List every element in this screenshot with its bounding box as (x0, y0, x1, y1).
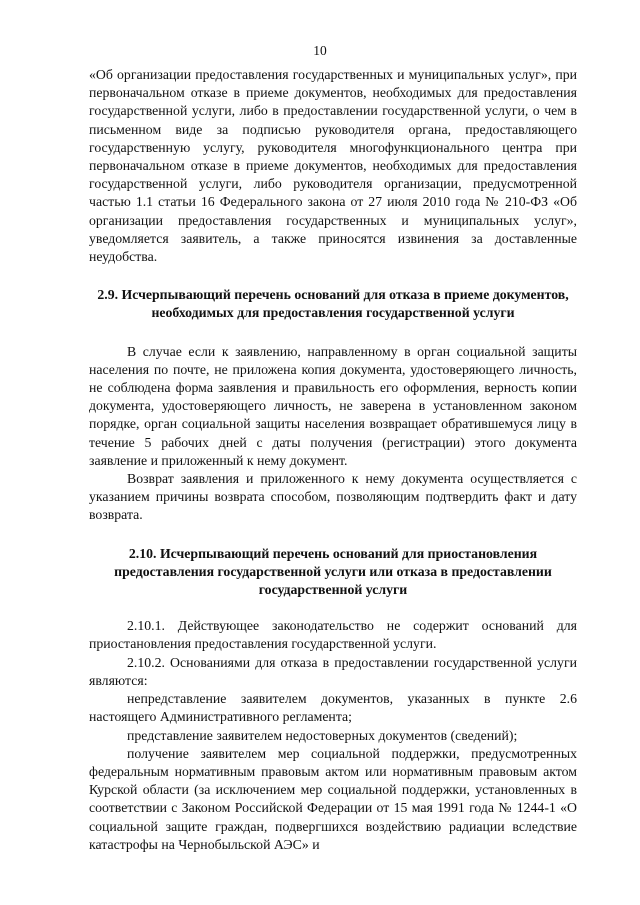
list-item-existing-support: получение заявителем мер социальной поддержки, предусмотренных федеральным нормативным правовым актом или нормативным правовым актом Курской области (за исключением мер социальной поддержки, установленных в соответствии с Законом Российской Федерации от 15 мая 1991 года № 1244-1 «О социальной защите граждан, подвергшихся воздействию радиации вследствие катастрофы на Чернобыльской АЭС» и (89, 745, 577, 852)
spacer (89, 266, 577, 286)
paragraph-continuation: «Об организации предоставления государственных и муниципальных услуг», при первоначальном отказе в приеме документов, необходимых для предоставления государственной услуги, либо в предоставлении государственной услуги, о чем в письменном виде за подписью руководителя органа, предоставляющего государственную услугу, руководителя многофункционального центра при первоначальном отказе в приеме документов, необходимых для предоставления государственной услуги, либо руководителя организации, предусмотренной частью 1.1 статьи 16 Федерального закона от 27 июля 2010 года № 210-ФЗ «Об организации предоставления государственных и муниципальных услуг», уведомляется заявитель, а также приносятся извинения за доставленные неудобства. (89, 67, 577, 265)
document-body (89, 66, 577, 854)
paragraph-return-conditions: В случае если к заявлению, направленному в орган социальной защиты населения по почте, не приложена копия документа, удостоверяющего личность, не соблюдена форма заявления и правильность его оформления, верность копии документа, удостоверяющего личность, не заверена в установленном законом порядке, орган социальной защиты населения возвращает обратившемуся лицу в течение 5 рабочих дней с даты получения (регистрации) этого документа заявление и приложенный к нему документ. (89, 343, 577, 468)
section-heading-2-9: 2.9. Исчерпывающий перечень оснований для отказа в приеме документов, необходимых для предоставления государственной услуги (97, 287, 569, 321)
spacer (89, 323, 577, 343)
page-number: 10 (313, 43, 327, 58)
list-item-false-documents: представление заявителем недостоверных документов (сведений); (127, 727, 518, 743)
spacer (89, 599, 577, 617)
spacer (89, 525, 577, 545)
section-heading-2-10: 2.10. Исчерпывающий перечень оснований для приостановления предоставления государственной услуги или отказа в предоставлении государственной услуги (114, 545, 552, 598)
list-item-nonsubmission: непредставление заявителем документов, указанных в пункте 2.6 настоящего Административного регламента; (89, 691, 577, 725)
paragraph-2-10-2: 2.10.2. Основаниями для отказа в предоставлении государственной услуги являются: (89, 654, 577, 688)
paragraph-return-method: Возврат заявления и приложенного к нему документа осуществляется с указанием причины возврата способом, позволяющим подтвердить факт и дату возврата. (89, 471, 577, 523)
paragraph-2-10-1: 2.10.1. Действующее законодательство не содержит оснований для приостановления предоставления государственной услуги. (89, 618, 577, 652)
